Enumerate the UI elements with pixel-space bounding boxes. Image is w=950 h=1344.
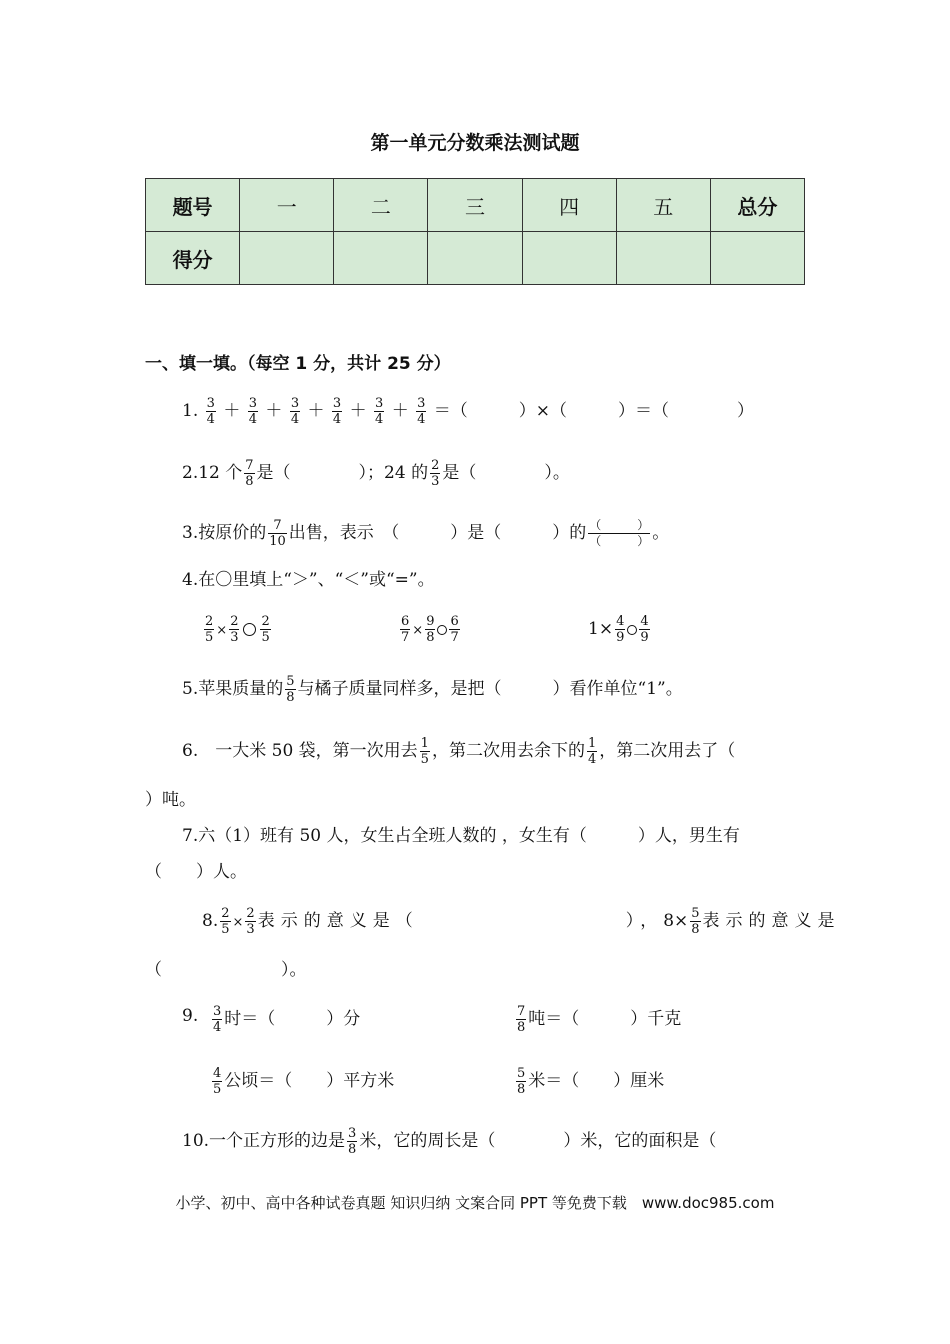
question-6: 6. 一大米 50 袋，第一次用去 $\frac{1}{5}$ ，第二次用去余下的 $\frac{1}{4}$ ，第二次用去了（ — [182, 736, 736, 767]
compare-expression-1: $\frac{2}{5}$ × $\frac{2}{3}$ $\frac{2}{5}$ — [205, 614, 270, 645]
question-5: 5.苹果质量的 $\frac{5}{8}$ 与橘子质量同样多，是把（ ）看作单位“1”。 — [182, 674, 683, 705]
score-table-header-row — [146, 179, 805, 232]
question-4: 4.在〇里填上“＞”、“＜”或“=”。 — [182, 570, 435, 590]
fraction: $\frac{2}{3}$ — [431, 458, 440, 489]
fraction: $\frac{3}{4}$ — [248, 396, 258, 427]
score-cell — [710, 232, 804, 285]
question-7: 7.六（1）班有 50 人，女生占全班人数的 ，女生有（ ）人，男生有 — [182, 826, 740, 846]
fraction: $\frac{1}{5}$ — [420, 736, 429, 767]
fraction: $\frac{3}{4}$ — [290, 396, 300, 427]
question-10: 10.一个正方形的边是 $\frac{3}{8}$ 米，它的周长是（ ）米，它的面积是（ — [182, 1126, 717, 1157]
score-header-cell: 四 — [522, 179, 616, 232]
page-title: 第一单元分数乘法测试题 — [370, 132, 580, 154]
compare-circle[interactable] — [627, 625, 637, 635]
score-row-label: 得分 — [146, 232, 240, 285]
score-header-cell: 五 — [616, 179, 710, 232]
fraction: $\frac{6}{7}$ — [450, 614, 459, 645]
question-9-num: 9. — [182, 1006, 199, 1026]
score-cell — [616, 232, 710, 285]
compare-circle[interactable] — [243, 623, 256, 636]
blank-fraction: （ ） （ ） — [589, 518, 650, 548]
fraction: $\frac{3}{8}$ — [348, 1126, 357, 1157]
conversion-item: $\frac{4}{5}$ 公顷＝（ ）平方米 — [213, 1066, 395, 1097]
answer-blanks: ＝（ ）×（ ）＝（ ） — [433, 401, 755, 421]
fraction: $\frac{3}{4}$ — [206, 396, 215, 427]
score-header-cell: 题号 — [146, 179, 240, 232]
fraction: $\frac{7}{8}$ — [517, 1004, 526, 1035]
section-heading: 一、填一填。（每空 1 分，共计 25 分） — [145, 354, 451, 374]
fraction: $\frac{9}{8}$ — [426, 614, 435, 645]
question-8-line2: （ ）。 — [145, 960, 307, 980]
fraction: $\frac{6}{7}$ — [401, 614, 410, 645]
question-6-line2: ）吨。 — [145, 790, 196, 810]
fraction: $\frac{2}{3}$ — [230, 614, 239, 645]
score-table-score-row — [146, 232, 805, 285]
score-cell — [522, 232, 616, 285]
fraction: $\frac{2}{5}$ — [205, 614, 214, 645]
fraction: $\frac{7}{8}$ — [245, 458, 254, 489]
question-8: 8. $\frac{2}{5}$ × $\frac{2}{3}$ 表示的意义是（ ），8× $\frac{5}{8}$ 表示的意义是 — [202, 906, 841, 937]
score-cell — [334, 232, 428, 285]
conversion-item: $\frac{7}{8}$ 吨＝（ ）千克 — [517, 1004, 682, 1035]
fraction: $\frac{3}{4}$ — [332, 396, 342, 427]
question-1: 1. $\frac{3}{4}$ ＋ $\frac{3}{4}$ ＋ $\frac{3}{4}$ ＋ $\frac{3}{4}$ ＋ $\frac{3}{4}$ ＋ $\frac{3}{4}$ ＝（ ）×（ ）＝（ ） — [182, 396, 755, 427]
conversion-item: $\frac{5}{8}$ 米＝（ ）厘米 — [517, 1066, 665, 1097]
score-cell — [240, 232, 334, 285]
fraction: $\frac{5}{8}$ — [517, 1066, 526, 1097]
conversion-item: $\frac{3}{4}$ 时＝（ ）分 — [213, 1004, 361, 1035]
fraction: $\frac{2}{5}$ — [261, 614, 270, 645]
fraction: $\frac{4}{9}$ — [616, 614, 625, 645]
fraction: $\frac{3}{4}$ — [375, 396, 384, 427]
fraction: $\frac{4}{9}$ — [640, 614, 649, 645]
question-7-line2: （ ）人。 — [145, 862, 247, 882]
fraction: $\frac{5}{8}$ — [691, 906, 700, 937]
score-header-cell: 三 — [428, 179, 522, 232]
fraction: $\frac{2}{3}$ — [246, 906, 255, 937]
score-header-cell: 总分 — [710, 179, 804, 232]
fraction: $\frac{5}{8}$ — [286, 674, 295, 705]
footer-text: 小学、初中、高中各种试卷真题 知识归纳 文案合同 PPT 等免费下载 www.doc985.com — [175, 1194, 775, 1212]
fraction: $\frac{4}{5}$ — [213, 1066, 222, 1097]
fraction: $\frac{3}{4}$ — [417, 396, 426, 427]
fraction: $\frac{2}{5}$ — [221, 906, 230, 937]
score-header-cell: 一 — [240, 179, 334, 232]
score-cell — [428, 232, 522, 285]
compare-expression-2: $\frac{6}{7}$ × $\frac{9}{8}$ $\frac{6}{7}$ — [401, 614, 459, 645]
fraction: $\frac{3}{4}$ — [213, 1004, 222, 1035]
question-3: 3.按原价的 $\frac{7}{10}$ 出售，表示 （ ）是（ ）的 （ ） （ ） 。 — [182, 518, 670, 549]
score-header-cell: 二 — [334, 179, 428, 232]
compare-expression-3: 1× $\frac{4}{9}$ $\frac{4}{9}$ — [588, 614, 649, 645]
fraction: $\frac{7}{10}$ — [269, 518, 286, 549]
question-2: 2.12 个 $\frac{7}{8}$ 是（ ）；24 的 $\frac{2}{3}$ 是（ ）。 — [182, 458, 570, 489]
score-table — [145, 178, 805, 285]
compare-circle[interactable] — [437, 625, 447, 635]
fraction: $\frac{1}{4}$ — [587, 736, 597, 767]
